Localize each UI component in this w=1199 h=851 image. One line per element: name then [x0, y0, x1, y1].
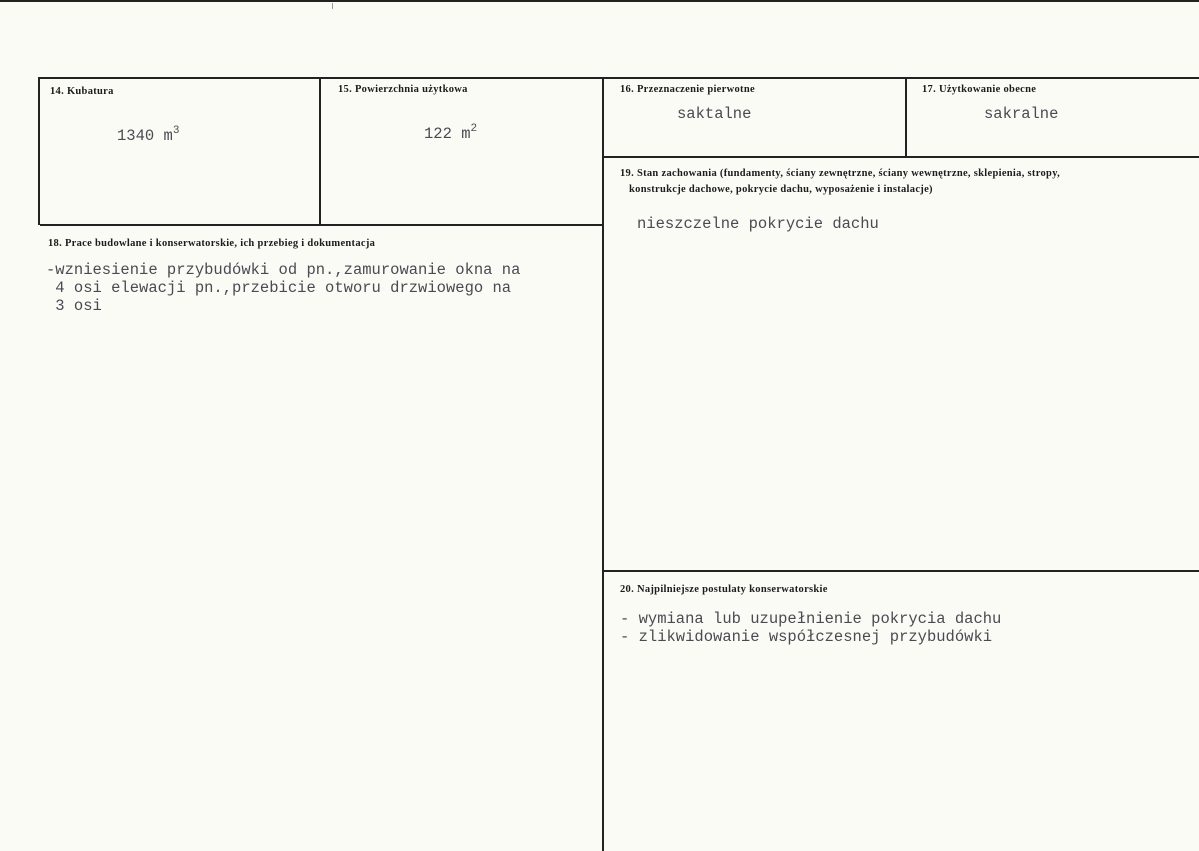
powierzchnia-number: 122 m	[424, 125, 471, 143]
divider-15-16	[602, 77, 604, 851]
prace-line-2: 4 osi elewacji pn.,przebicie otworu drzwiowego na	[46, 279, 512, 297]
stan-value: nieszczelne pokrycie dachu	[637, 215, 879, 233]
row1-bottom-left-line	[40, 224, 604, 226]
kubatura-exponent: 3	[172, 125, 180, 137]
stan-label-line2: konstrukcje dachowe, pokrycie dachu, wyposażenie i instalacje)	[629, 184, 933, 195]
powierzchnia-value	[424, 120, 477, 143]
prace-label: 18. Prace budowlane i konserwatorskie, ich przebieg i dokumentacja	[48, 238, 376, 249]
kubatura-value	[117, 122, 179, 145]
divider-16-17	[905, 77, 907, 157]
uzytkowanie-label: 17. Użytkowanie obecne	[922, 84, 1037, 95]
top-border	[0, 0, 1199, 2]
kubatura-label: 14. Kubatura	[50, 86, 114, 97]
prace-line-3: 3 osi	[46, 297, 102, 315]
scan-mark	[332, 3, 333, 9]
przeznaczenie-label: 16. Przeznaczenie pierwotne	[620, 84, 755, 95]
prace-line-1: -wzniesienie przybudówki od pn.,zamurowanie okna na	[46, 261, 521, 279]
postulaty-label: 20. Najpilniejsze postulaty konserwatorskie	[620, 584, 828, 595]
stan-label-line1: 19. Stan zachowania (fundamenty, ściany zewnętrzne, ściany wewnętrzne, sklepienia, stropy,	[620, 168, 1061, 179]
divider-14-15	[319, 77, 321, 225]
powierzchnia-exponent: 2	[470, 123, 478, 135]
left-border	[38, 77, 40, 225]
uzytkowanie-value: sakralne	[984, 105, 1059, 123]
row1-top-line	[40, 77, 1199, 79]
kubatura-number: 1340 m	[117, 127, 173, 145]
przeznaczenie-value: saktalne	[677, 105, 752, 123]
powierzchnia-label: 15. Powierzchnia użytkowa	[338, 84, 468, 95]
postulaty-line-1: - wymiana lub uzupełnienie pokrycia dachu	[620, 610, 1002, 628]
section20-top-line	[604, 570, 1199, 572]
row1-bottom-right-line	[604, 156, 1199, 158]
postulaty-line-2: - zlikwidowanie współczesnej przybudówki	[620, 628, 993, 646]
